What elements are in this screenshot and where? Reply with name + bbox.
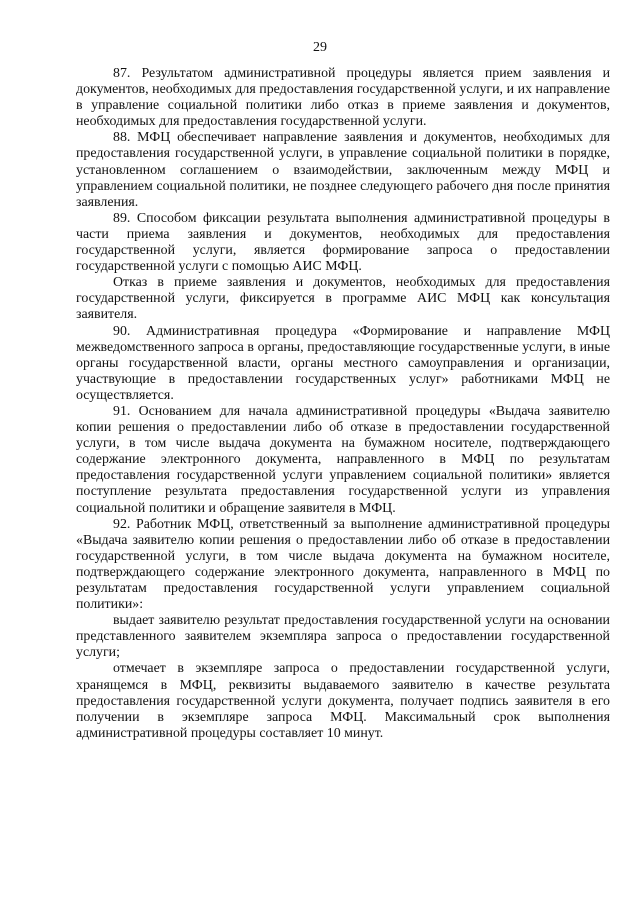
paragraph-92-marks: отмечает в экземпляре запроса о предоставлении государственной услуги, хранящемся в МФЦ, реквизиты выдаваемого заявителю в качестве результата предоставления государственной услуги документа, получает подпись заявителя в его получении в экземпляре запроса МФЦ. Максимальный срок выполнения административной процедуры составляет 10 минут. <box>76 661 610 741</box>
paragraph-87: 87. Результатом административной процедуры является прием заявления и документов, необходимых для предоставления государственной услуги, и их направление в управление социальной политики либо отказ в приеме заявления и документов, необходимых для предоставления государственной услуги. <box>76 66 610 130</box>
paragraph-88: 88. МФЦ обеспечивает направление заявления и документов, необходимых для предоставления государственной услуги, в управление социальной политики в порядке, установленном соглашением о взаимодействии, заключенным между МФЦ и управлением социальной политики, не позднее следующего рабочего дня после принятия заявления. <box>76 130 610 210</box>
paragraph-92-issues: выдает заявителю результат предоставления государственной услуги на основании представленного заявителем экземпляра запроса о предоставлении государственной услуги; <box>76 613 610 661</box>
paragraph-90: 90. Административная процедура «Формирование и направление МФЦ межведомственного запроса в органы, предоставляющие государственные услуги, в иные органы государственной власти, органы местного самоуправления и организации, участвующие в предоставлении государственных услуг» работниками МФЦ не осуществляется. <box>76 323 610 403</box>
paragraph-92: 92. Работник МФЦ, ответственный за выполнение административной процедуры «Выдача заявителю копии решения о предоставлении либо об отказе в предоставлении государственной услуги, в том числе выдача документа на бумажном носителе, подтверждающего содержание электронного документа, направленного в МФЦ по результатам предоставления государственной услуги управлением социальной политики»: <box>76 516 610 613</box>
paragraph-89-refusal: Отказ в приеме заявления и документов, необходимых для предоставления государственной услуги, фиксируется в программе АИС МФЦ как консультация заявителя. <box>76 275 610 323</box>
page-number: 29 <box>313 40 327 55</box>
document-body <box>76 66 610 742</box>
paragraph-91: 91. Основанием для начала административной процедуры «Выдача заявителю копии решения о предоставлении либо об отказе в предоставлении государственной услуги, в том числе выдача документа на бумажном носителе, подтверждающего содержание электронного документа, направленного в МФЦ по результатам предоставления государственной услуги управлением социальной политики» является поступление результата предоставления государственной услуги из управления социальной политики и обращение заявителя в МФЦ. <box>76 403 610 516</box>
paragraph-89: 89. Способом фиксации результата выполнения административной процедуры в части приема заявления и документов, необходимых для предоставления государственной услуги, является формирование запроса о предоставлении государственной услуги с помощью АИС МФЦ. <box>76 210 610 275</box>
